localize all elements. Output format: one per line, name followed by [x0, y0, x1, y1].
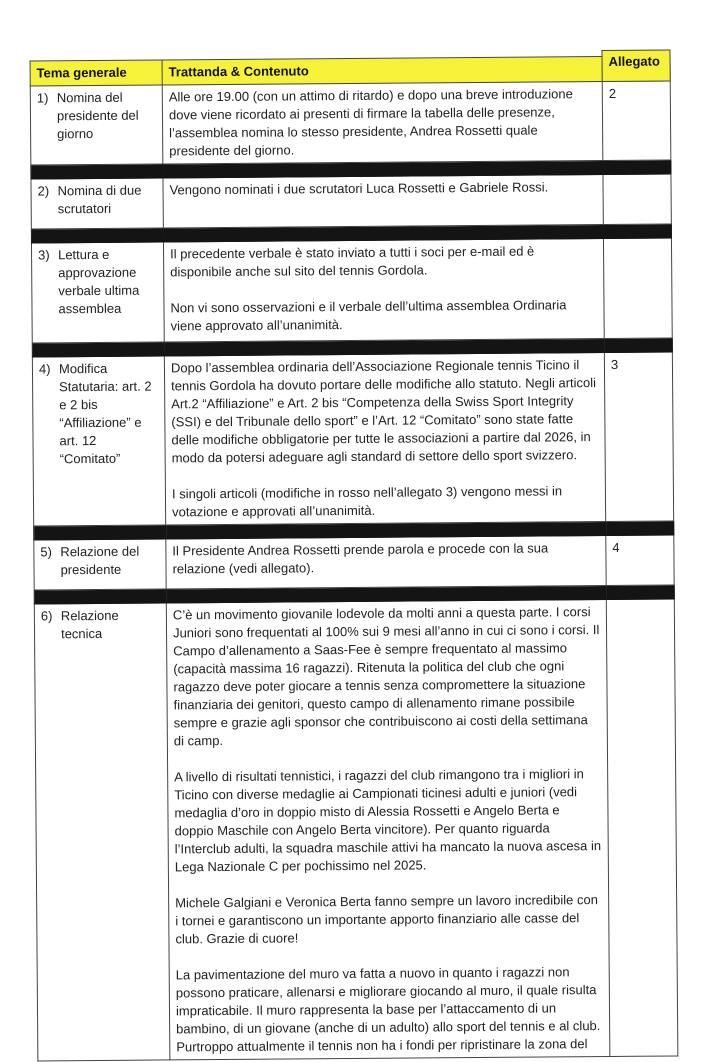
content-paragraph: Vengono nominati i due scrutatori Luca Rossetti e Gabriele Rossi. [169, 179, 549, 198]
allegato-cell [603, 174, 671, 225]
tema-cell [31, 242, 164, 343]
allegato-cell: 3 [604, 352, 673, 522]
minutes-table [30, 55, 679, 1061]
header-allegato [602, 53, 670, 82]
tema-text: Lettura e approvazione verbale ultima assemblea [58, 246, 140, 317]
content-cell [162, 82, 603, 164]
content-paragraph: Il precedente verbale è stato inviato a tutti i soci per e-mail ed è disponibile anche sul sito del tennis Gordola. [170, 243, 535, 280]
content-paragraph: Alle ore 19.00 (con un attimo di ritardo) e dopo una breve introduzione dove viene ricordato ai presenti di firmare la tabella delle presenze, l’assemblea nomina lo stesso presidente, Andrea Rossetti quale presidente del giorno. [168, 86, 573, 159]
content-cell [164, 352, 605, 524]
content-cell [166, 599, 610, 1059]
content-paragraph: I singoli articoli (modifiche in rosso nell’allegato 3) vengono messi in votazione e approvati all’unanimità. [171, 483, 563, 520]
tema-text: Relazione tecnica [60, 607, 119, 642]
content-paragraph: Dopo l’assemblea ordinaria dell’Associazione Regionale tennis Ticino il tennis Gordola ha dovuto portare delle modifiche allo statuto. Negli articoli Art.2 “Affiliazione” e Art. 2 bis “Competenza della Swiss Sport Integrity (SSI) e del Tribunale dello sport” e l’Art. 12 “Comitato” sono state fatte delle modifiche obbligatorie per tutte le associazioni a partire dal 2026, in modo da potersi adeguare agli standard di settore dello sport svizzero. [170, 357, 597, 466]
allegato-cell [606, 599, 678, 1057]
allegato-cell [603, 238, 672, 339]
item-number: 6) [40, 608, 53, 624]
content-cell [166, 535, 606, 588]
content-cell [163, 239, 604, 342]
table-row [32, 352, 673, 526]
tema-text: Modifica Statutaria: art. 2 e 2 bis “Affiliazione” e art. 12 “Comitato” [58, 360, 152, 467]
tema-cell [30, 85, 163, 165]
tema-cell [34, 603, 170, 1061]
table-row [34, 535, 674, 590]
header-allegato-label: Allegato [601, 49, 670, 82]
table-row [30, 81, 671, 165]
tema-cell [31, 178, 163, 229]
item-number: 1) [36, 90, 49, 106]
tema-text: Nomina del presidente del giorno [56, 89, 139, 142]
content-paragraph: Non vi sono osservazioni e il verbale dell’ultima assemblea Ordinaria viene approvato all’unanimità. [170, 297, 567, 334]
content-paragraph: La pavimentazione del muro va fatta a nuovo in quanto i ragazzi non possono praticare, allenarsi e migliorare giocando al muro, il quale risulta impraticabile. Il muro rappresenta la base per l’attaccamento di un bambino, di un giovane (anche di un adulto) allo sport del tennis e al club. Purtroppo attualmente il tennis non ha i fondi per ripristinare la zona del [175, 964, 601, 1055]
content-paragraph: Michele Galgiani e Veronica Berta fanno sempre un lavoro incredibile con i tornei e garantiscono un importante apporto finanziario alle casse del club. Grazie di cuore! [175, 892, 598, 947]
item-number: 2) [37, 183, 50, 199]
content-paragraph: C’è un movimento giovanile lodevole da molti anni a questa parte. I corsi Juniori sono frequentati al 100% sui 9 mesi all’anno in cui ci sono i corsi. Il Campo d’allenamento a Saas-Fee è sempre frequentato al massimo (capacità massima 16 ragazzi). Ritenuta la politica del club che ogni ragazzo deve poter giocare a tennis senza compromettere la situazione finanziaria dei genitori, questo campo di allenamento rimane possibile sempre e grazie agli sponsor che contribuiscono ai costi della settimana di camp. [172, 604, 600, 749]
content-paragraph: Il Presidente Andrea Rossetti prende parola e procede con la sua relazione (vedi allegato). [172, 540, 549, 577]
table-row [34, 599, 678, 1061]
table-row [31, 174, 671, 229]
content-cell [163, 175, 603, 228]
allegato-cell: 2 [602, 81, 671, 161]
item-number: 5) [40, 544, 53, 560]
tema-cell [32, 356, 165, 526]
content-paragraph: A livello di risultati tennistici, i ragazzi del club rimangono tra i migliori in Ticino con diverse medaglie ai Campionati ticinesi adulti e juniori (vedi medaglia d’oro in doppio misto di Alessia Rossetti e Angelo Berta e doppio Maschile con Angelo Berta vincitore). Per quanto riguarda l’Interclub adulti, la squadra maschile attivi ha mancato la nuova ascesa in Lega Nazionale C per pochissimo nel 2025. [174, 766, 602, 875]
tema-cell [34, 539, 166, 590]
table-row [31, 238, 672, 343]
header-tema: Tema generale [30, 60, 162, 86]
allegato-cell: 4 [606, 535, 674, 586]
tema-text: Relazione del presidente [60, 543, 140, 578]
tema-text: Nomina di due scrutatori [57, 182, 142, 217]
header-trattanda: Trattanda & Contenuto [162, 57, 602, 85]
item-number: 3) [38, 247, 50, 263]
item-number: 4) [38, 361, 51, 377]
